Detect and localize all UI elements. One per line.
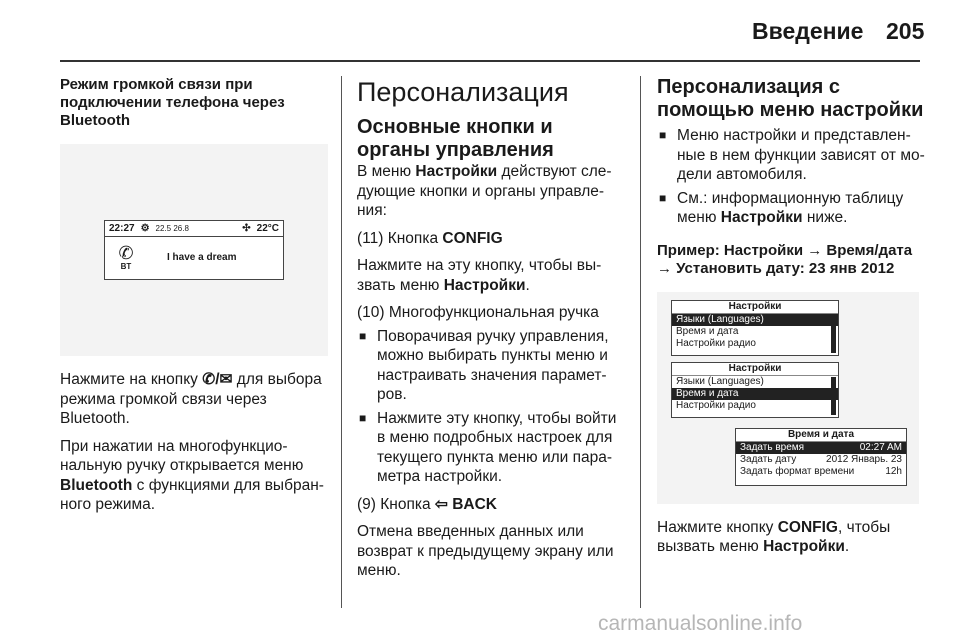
menu-heading: Персонализация с помощью меню настройки bbox=[657, 76, 924, 121]
controls-heading: Основные кнопки и органы управления bbox=[357, 116, 554, 161]
menu-label: Настройки радио bbox=[676, 337, 756, 349]
back-arrow-icon: ⇦ bbox=[434, 495, 448, 513]
bluetooth-display-photo bbox=[60, 144, 328, 356]
paragraph bbox=[60, 370, 328, 429]
menu-row bbox=[672, 400, 838, 412]
bold-term: Bluetooth bbox=[60, 476, 133, 494]
settings-menu-2 bbox=[671, 362, 839, 418]
personalization-title: Персонализация bbox=[357, 77, 569, 107]
text: Нажмите на эту кнопку, чтобы вы-звать меню bbox=[357, 257, 602, 294]
menu-label: Время и дата bbox=[676, 387, 739, 399]
phone-button-icon: ✆/✉ bbox=[202, 371, 233, 388]
text: ниже. bbox=[802, 209, 848, 226]
text: . bbox=[844, 538, 850, 555]
item-knob: (10) Многофункциональная ручка bbox=[357, 304, 599, 321]
menu-value: 12h bbox=[885, 465, 902, 477]
text: с функциями для выбран-ного режима. bbox=[60, 476, 324, 513]
menu-value: 02:27 AM bbox=[859, 441, 902, 453]
item-back bbox=[357, 495, 625, 515]
menu-row bbox=[672, 376, 838, 388]
bold-term: Настройки bbox=[443, 276, 526, 294]
column-middle bbox=[357, 76, 625, 581]
bold-term: Настройки bbox=[720, 209, 803, 226]
display-status-values: 22.5 26.8 bbox=[155, 223, 189, 233]
menu-row bbox=[736, 442, 906, 454]
scrollbar bbox=[831, 377, 836, 415]
settings-menu-1 bbox=[671, 300, 839, 356]
scrollbar bbox=[831, 315, 836, 353]
watermark: carmanualsonline.info bbox=[598, 612, 803, 635]
column-divider bbox=[640, 76, 641, 608]
fan-icon: ✣ bbox=[242, 222, 251, 234]
text: См.: информационную таблицу меню bbox=[677, 189, 904, 226]
menu-label: Настройки радио bbox=[676, 399, 756, 411]
menu-row bbox=[672, 338, 838, 350]
column-left bbox=[60, 76, 328, 515]
bold-term: CONFIG bbox=[442, 229, 503, 247]
text: При нажатии на многофункцио-нальную ручку открывается меню bbox=[60, 437, 304, 474]
menu-row bbox=[736, 466, 906, 478]
menu-label: Языки (Languages) bbox=[676, 313, 764, 325]
menu-label: Задать формат времени bbox=[740, 465, 855, 477]
text: . bbox=[525, 276, 530, 294]
bold-term: Настройки bbox=[415, 163, 498, 180]
bullet-item bbox=[657, 189, 925, 228]
header-divider bbox=[60, 60, 920, 62]
item-config bbox=[357, 229, 625, 249]
bluetooth-heading: Режим громкой связи при подключении телефона через Bluetooth bbox=[60, 76, 285, 129]
menu-row bbox=[736, 454, 906, 466]
bullet-item: ■ Поворачивая ручку управления, можно выбирать пункты меню и настраивать значения парамет-ров. bbox=[357, 327, 625, 405]
menu-title: Настройки bbox=[672, 363, 838, 376]
menu-label: Задать дату bbox=[740, 453, 797, 465]
display-time: 22:27 bbox=[109, 222, 135, 234]
column-divider bbox=[341, 76, 342, 608]
time-date-menu bbox=[735, 428, 907, 486]
text: , чтобы вызвать меню bbox=[657, 518, 891, 555]
menu-row bbox=[672, 326, 838, 338]
paragraph: Отмена введенных данных или возврат к предыдущему экрану или меню. bbox=[357, 523, 614, 579]
paragraph bbox=[357, 162, 625, 221]
page-number: 205 bbox=[886, 18, 925, 44]
bold-term: CONFIG bbox=[777, 518, 838, 536]
text: В меню bbox=[357, 163, 416, 180]
bullet-item: ■ Меню настройки и представлен-ные в нем функции зависят от мо-дели автомобиля. bbox=[657, 126, 925, 185]
bold-term: BACK bbox=[447, 495, 497, 513]
paragraph bbox=[357, 256, 625, 295]
bt-label: BT bbox=[120, 262, 132, 271]
paragraph bbox=[60, 437, 328, 515]
settings-menu-photo bbox=[657, 292, 919, 504]
example-heading: Пример: Настройки → Время/дата → Установить дату: 23 янв 2012 bbox=[657, 241, 913, 277]
text: действуют сле-дующие кнопки и органы управле-ния: bbox=[357, 163, 612, 219]
menu-label: Задать время bbox=[740, 441, 805, 453]
menu-row bbox=[672, 388, 838, 400]
menu-value: 2012 Январь. 23 bbox=[826, 453, 902, 465]
settings-icon: ⚙ bbox=[140, 222, 150, 234]
text: (11) Кнопка bbox=[357, 229, 443, 247]
page-header bbox=[0, 0, 960, 62]
paragraph bbox=[657, 518, 925, 557]
text: (9) Кнопка bbox=[357, 495, 435, 513]
menu-title: Настройки bbox=[672, 301, 838, 314]
menu-title: Время и дата bbox=[736, 429, 906, 442]
bold-term: Настройки bbox=[763, 538, 845, 555]
phone-icon: ✆ BT bbox=[111, 244, 141, 272]
display-status-bar bbox=[105, 221, 283, 237]
section-title: Введение bbox=[752, 18, 864, 44]
bullet-item: ■ Нажмите эту кнопку, чтобы войти в меню подробных настроек для текущего пункта меню или пара-метра настройки. bbox=[357, 409, 625, 487]
text: для выбора режима громкой связи через Bluetooth. bbox=[60, 371, 322, 427]
column-right bbox=[657, 76, 925, 557]
menu-label: Время и дата bbox=[676, 325, 739, 337]
display-temperature: 22°C bbox=[256, 222, 279, 234]
display-body bbox=[105, 237, 283, 279]
menu-row bbox=[672, 314, 838, 326]
text: Нажмите кнопку bbox=[657, 518, 778, 536]
menu-label: Языки (Languages) bbox=[676, 375, 764, 387]
text: Нажмите на кнопку bbox=[60, 371, 203, 388]
car-display bbox=[104, 220, 284, 280]
song-title: I have a dream bbox=[167, 252, 237, 264]
